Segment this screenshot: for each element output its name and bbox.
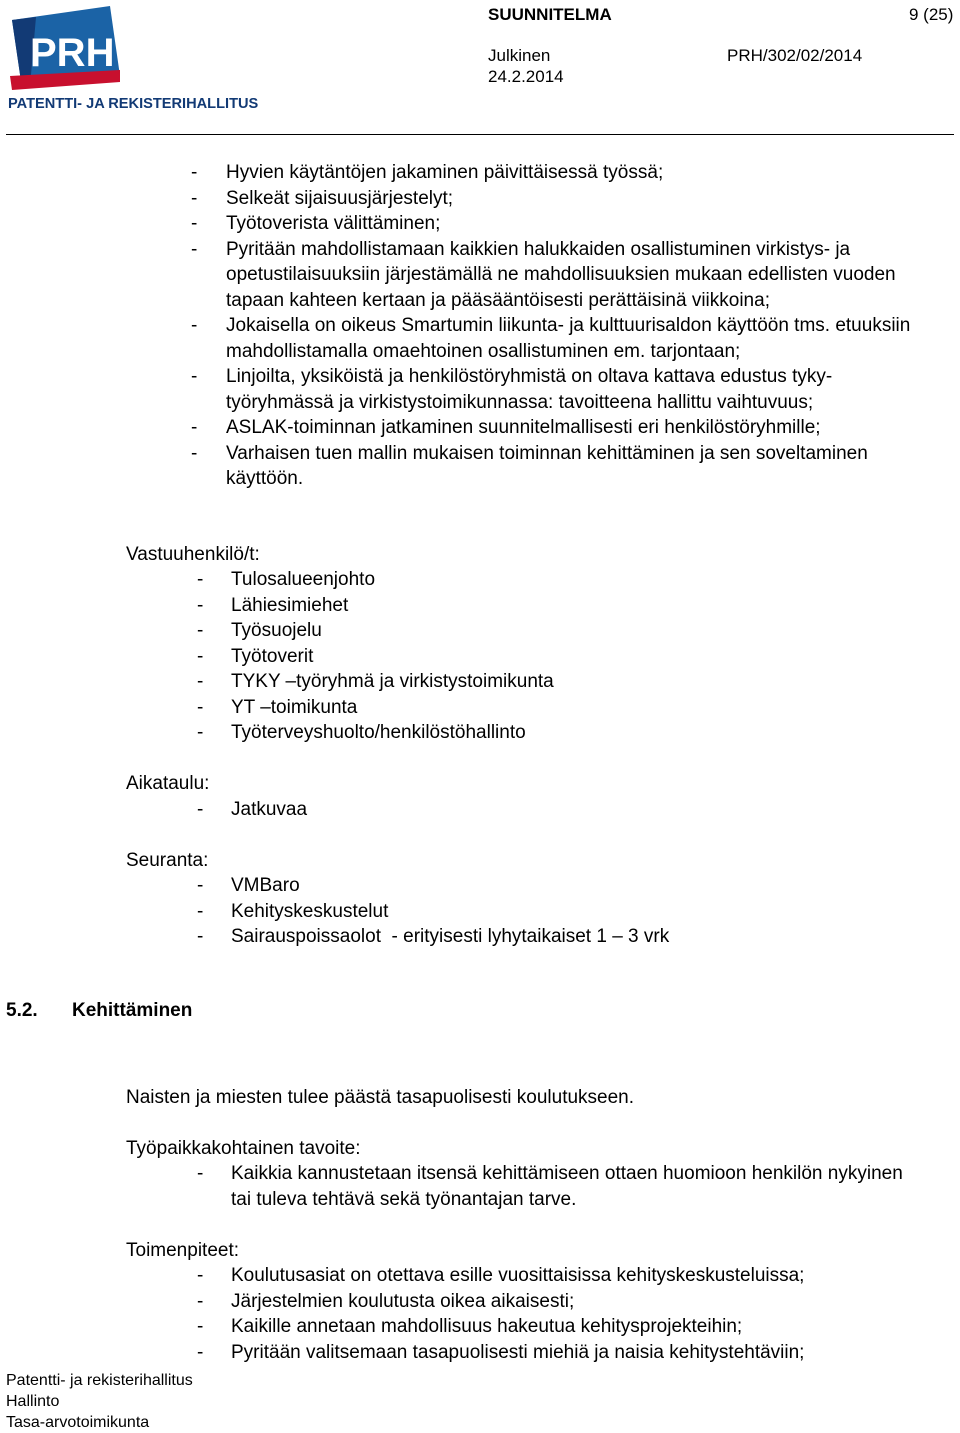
section-number: 5.2. bbox=[6, 1000, 38, 1021]
prh-logo bbox=[8, 4, 258, 112]
list-item: - Sairauspoissaolot - erityisesti lyhytaikaiset 1 – 3 vrk bbox=[197, 926, 670, 947]
monitoring-label: Seuranta: bbox=[126, 850, 209, 871]
measures-label: Toimenpiteet: bbox=[126, 1240, 240, 1261]
list-item: - VMBaro bbox=[197, 875, 300, 896]
list-item: - Jokaisella on oikeus Smartumin liikunta- ja kulttuurisaldon käyttöön tms. etuuksiin mahdollistamalla omaehtoinen osallistuminen em. tarjontaan; bbox=[191, 315, 911, 362]
schedule-list bbox=[197, 797, 897, 823]
list-item: - Linjoilta, yksiköistä ja henkilöstöryhmistä on oltava kattava edustus tyky-työryhmässä ja virkistystoimikunnassa: tavoitteena hallittu vaihtuvuus; bbox=[191, 366, 833, 413]
list-item: - Työsuojelu bbox=[197, 620, 322, 641]
footer bbox=[6, 1370, 193, 1433]
list-item: - Selkeät sijaisuusjärjestelyt; bbox=[191, 187, 454, 209]
responsible-label: Vastuuhenkilö/t: bbox=[126, 544, 260, 565]
list-item: - Työtoverista välittäminen; bbox=[191, 213, 441, 234]
list-item: - Jatkuvaa bbox=[197, 799, 308, 820]
list-item: - Koulutusasiat on otettava esille vuosittaisissa kehityskeskusteluissa; bbox=[197, 1265, 805, 1286]
list-item: - Lähiesimiehet bbox=[197, 594, 349, 616]
list-item: - Hyvien käytäntöjen jakaminen päivittäisessä työssä; bbox=[191, 162, 664, 183]
list-item: - Työterveyshuolto/henkilöstöhallinto bbox=[197, 722, 526, 743]
list-item: - Tulosalueenjohto bbox=[197, 569, 376, 590]
monitoring-list bbox=[197, 873, 917, 950]
list-item: - TYKY –työryhmä ja virkistystoimikunta bbox=[197, 671, 554, 692]
goal-list bbox=[197, 1161, 927, 1212]
list-item: - Työtoverit bbox=[197, 645, 314, 667]
footer-unit: Hallinto bbox=[6, 1393, 60, 1410]
list-item: - Pyritään mahdollistamaan kaikkien halukkaiden osallistuminen virkistys- ja opetustilaisuuksiin järjestämällä ne mahdollisuuksien mukaan edellisten vuoden tapaan kahteen kertaan ja pääsääntöisesti perättäisinä viikkoina; bbox=[191, 238, 896, 311]
measures-actions-list bbox=[197, 1263, 937, 1365]
logo-subtitle: PATENTTI- JA REKISTERIHALLITUS bbox=[8, 96, 258, 112]
schedule-label: Aikataulu: bbox=[126, 773, 210, 794]
footer-organization: Patentti- ja rekisterihallitus bbox=[6, 1372, 193, 1389]
classification: Julkinen bbox=[488, 46, 551, 65]
list-item: - ASLAK-toiminnan jatkaminen suunnitelmallisesti eri henkilöstöryhmille; bbox=[191, 417, 821, 438]
responsible-list bbox=[197, 567, 897, 746]
footer-committee: Tasa-arvotoimikunta bbox=[6, 1414, 150, 1431]
list-item: - Kaikille annetaan mahdollisuus hakeutua kehitysprojekteihin; bbox=[197, 1316, 743, 1337]
list-item: - YT –toimikunta bbox=[197, 696, 358, 718]
page-number: 9 (25) bbox=[909, 5, 954, 24]
list-item: - Kehityskeskustelut bbox=[197, 900, 389, 922]
intro-text: Naisten ja miesten tulee päästä tasapuolisesti koulutukseen. bbox=[126, 1087, 635, 1108]
list-item: - Järjestelmien koulutusta oikea aikaisesti; bbox=[197, 1290, 575, 1312]
list-item: - Pyritään valitsemaan tasapuolisesti miehiä ja naisia kehitystehtäviin; bbox=[197, 1341, 805, 1363]
goal-label: Työpaikkakohtainen tavoite: bbox=[126, 1138, 361, 1159]
header-divider bbox=[6, 134, 954, 135]
list-item: - Varhaisen tuen mallin mukaisen toiminnan kehittäminen ja sen soveltaminen käyttöön. bbox=[191, 442, 868, 489]
logo-text: PRH bbox=[30, 31, 115, 75]
prh-logo-graphic bbox=[8, 4, 258, 112]
document-date: 24.2.2014 bbox=[488, 67, 564, 86]
measures-list bbox=[191, 160, 931, 492]
reference-number: PRH/302/02/2014 bbox=[727, 46, 863, 65]
section-title: Kehittäminen bbox=[72, 1000, 193, 1021]
list-item: - Kaikkia kannustetaan itsensä kehittämiseen ottaen huomioon henkilön nykyinen tai tuleva tehtävä sekä työnantajan tarve. bbox=[197, 1163, 903, 1210]
doc-type: SUUNNITELMA bbox=[488, 5, 612, 24]
